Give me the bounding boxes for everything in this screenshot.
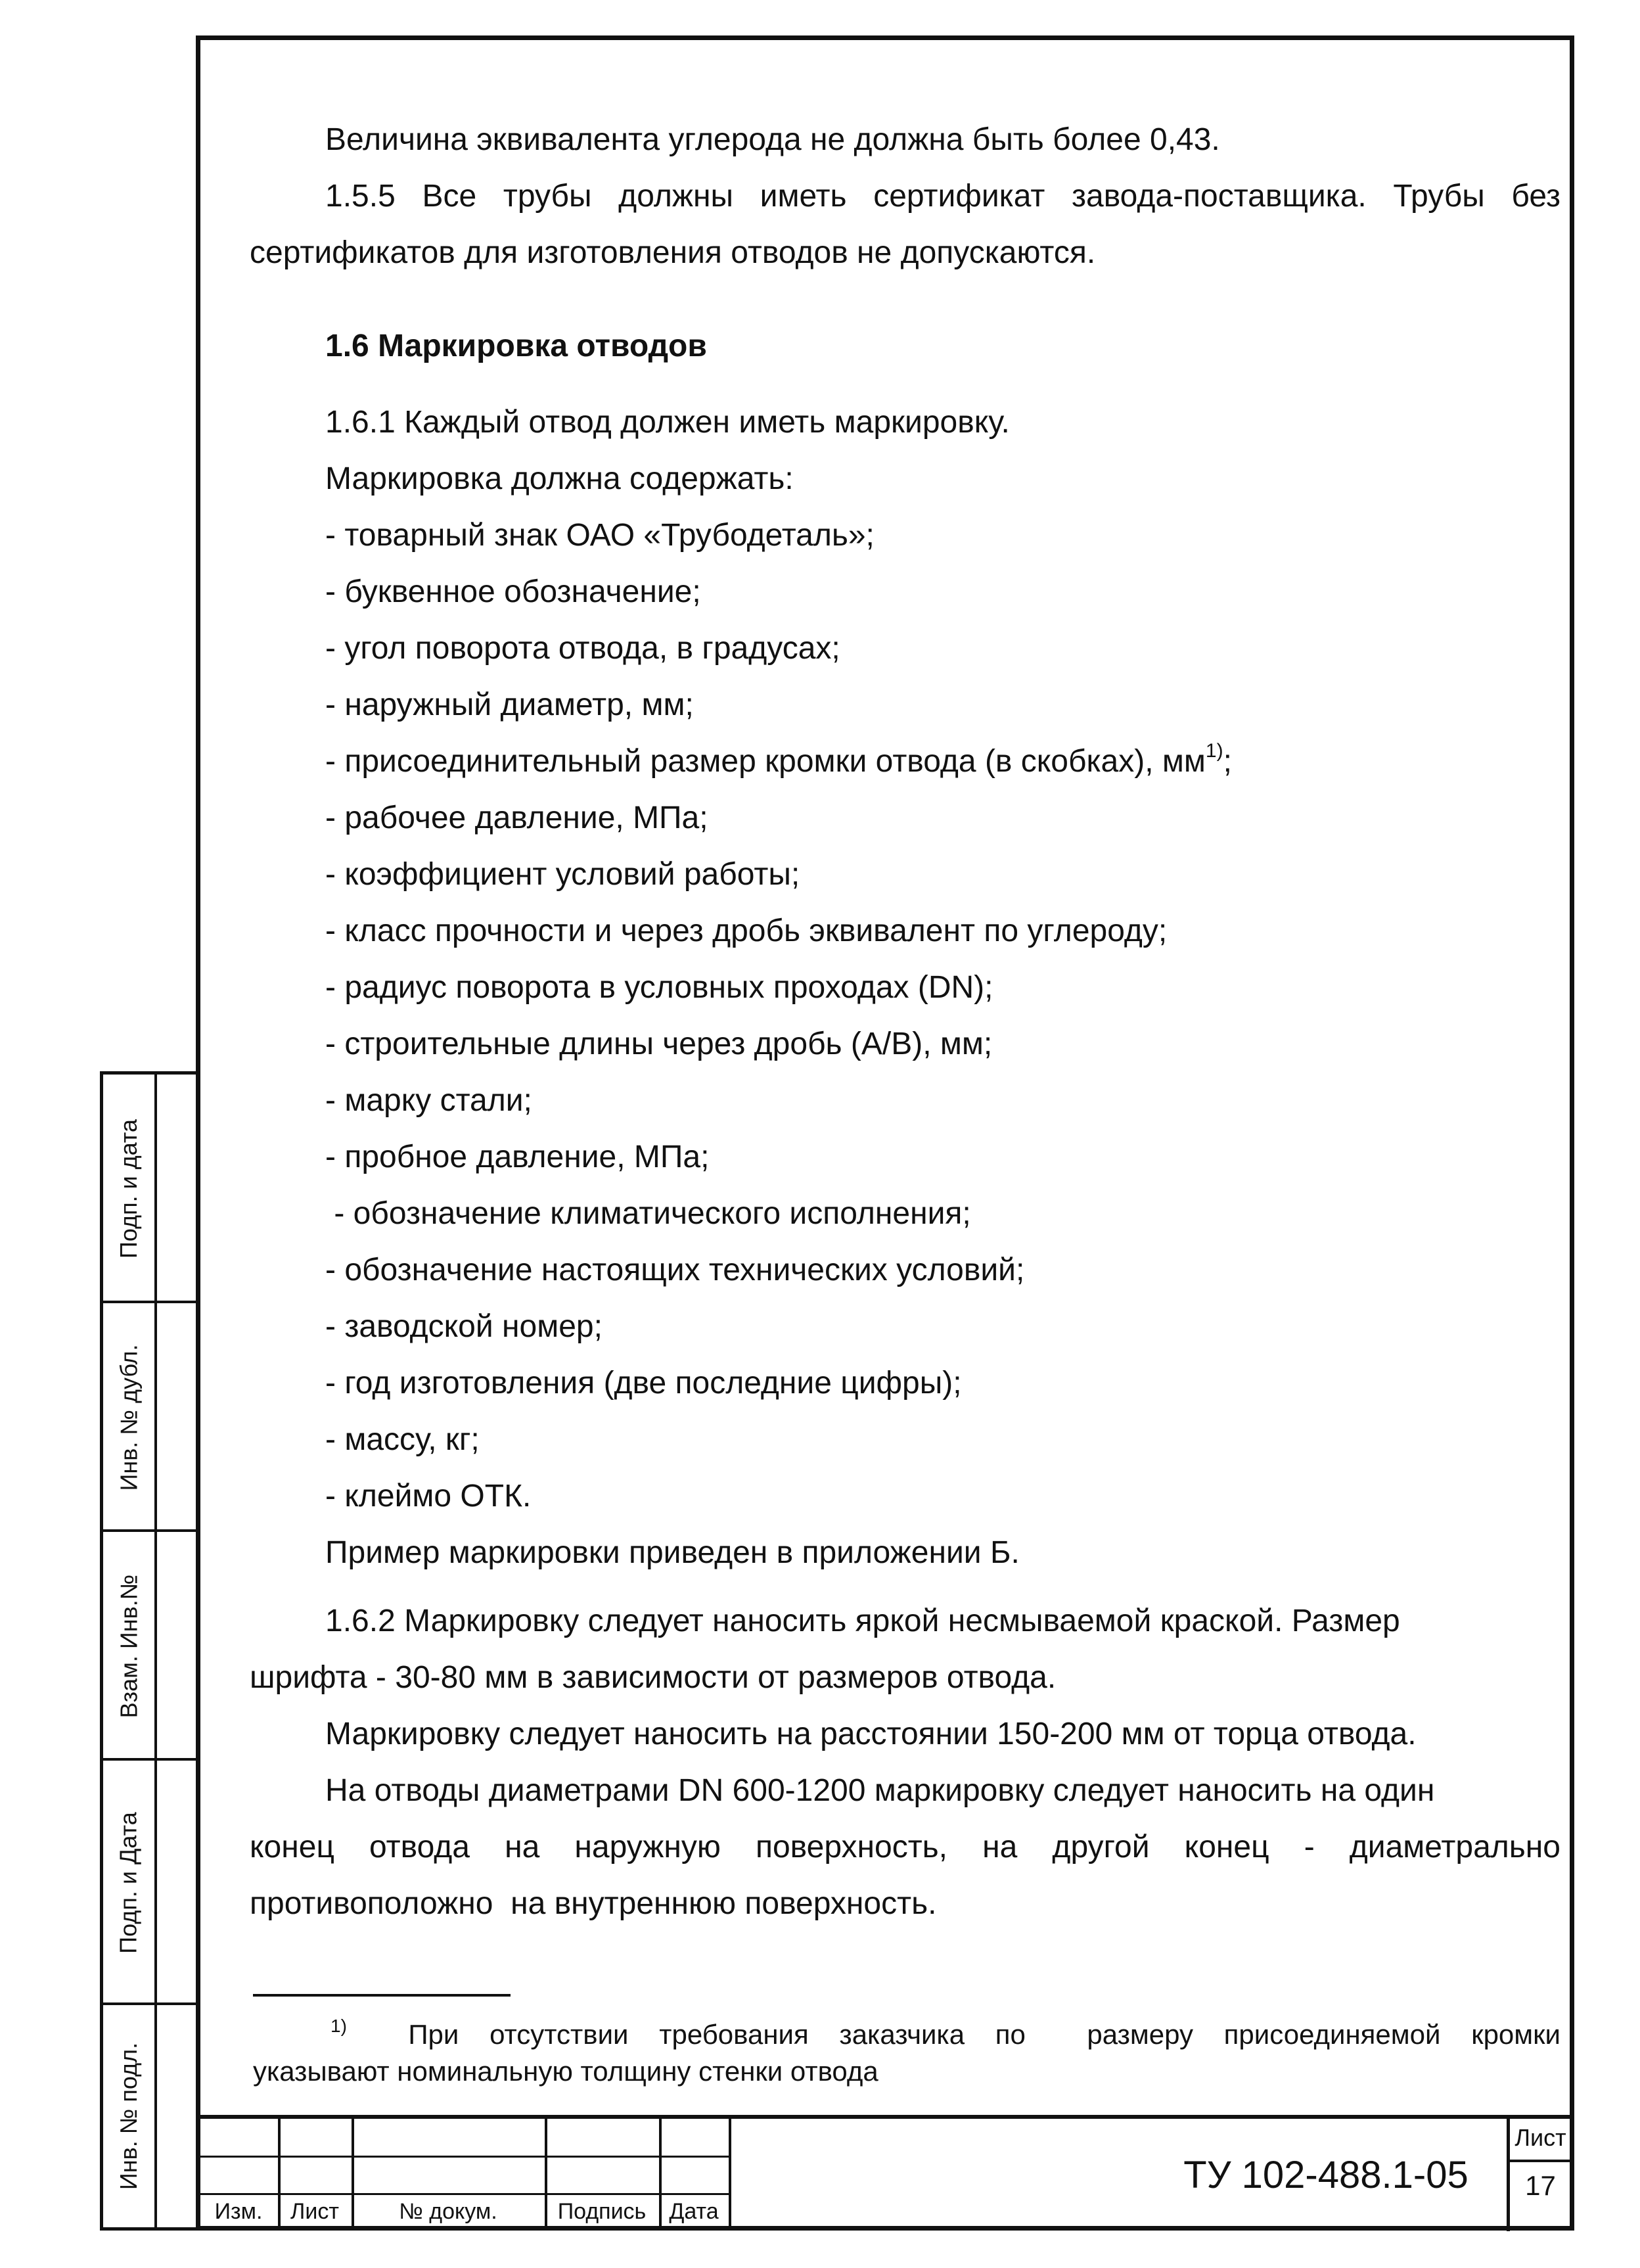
side-label-replace-inv: Взам. Инв.№ [115,1574,143,1719]
list-item: - буквенное обозначение; [325,574,701,609]
sheet-number: 17 [1525,2170,1556,2201]
list-item: - класс прочности и через дробь эквивалент по углероду; [325,914,1168,948]
sheet-box [1507,2119,1571,2231]
list-item: - обозначение климатического исполнения; [325,1196,971,1231]
footnote [253,2016,1560,2090]
list-item: - угол поворота отвода, в градусах; [325,631,840,666]
binding-column [100,1071,196,2231]
document-body [250,112,1560,1932]
sheet-label: Лист [1515,2124,1566,2151]
paragraph-dn-line1: На отводы диаметрами DN 600-1200 маркировку следует наносить на один [325,1773,1435,1808]
list-item: - заводской номер; [325,1309,603,1344]
list-item: - обозначение настоящих технических условий; [325,1253,1025,1287]
side-label-original-inv: Инв. № подл. [115,2042,142,2190]
document-code: ТУ 102-488.1-05 [1183,2154,1469,2196]
list-item: - товарный знак ОАО «Трубодеталь»; [325,518,875,553]
footnote-text-line1: При отсутствии требования заказчика по размеру присоединяемой кромки [408,2019,1560,2050]
list-item: - рабочее давление, МПа; [325,800,708,835]
header-change: Изм. [214,2199,263,2224]
paragraph-1-6-2-line2: шрифта - 30-80 мм в зависимости от размеров отвода. [250,1660,1057,1695]
title-block [199,2115,1571,2227]
paragraph-example-reference: Пример маркировки приведен в приложении Б. [325,1535,1020,1570]
footnote-mark: 1) [330,2016,347,2036]
section-heading: 1.6 Маркировка отводов [325,329,707,363]
footnote-line2: указывают номинальную толщину стенки отвода [253,2056,878,2087]
list-item: - массу, кг; [325,1422,480,1457]
paragraph-1-5-5-line2: сертификатов для изготовления отводов не допускаются. [250,235,1096,270]
paragraph-dn-line2: конец отвода на наружную поверхность, на другой конец - диаметрально [250,1830,1560,1864]
footnote-reference: 1) [1205,740,1223,762]
list-item-tail: ; [1223,744,1232,779]
side-label-duplicate-inv: Инв. № дубл. [115,1344,142,1491]
header-signature: Подпись [557,2199,647,2224]
list-item: - пробное давление, МПа; [325,1140,710,1174]
paragraph-carbon-equivalent: Величина эквивалента углерода не должна быть более 0,43. [325,122,1220,157]
paragraph-marking-distance: Маркировку следует наносить на расстоянии 150-200 мм от торца отвода. [325,1717,1417,1751]
list-item: - наружный диаметр, мм; [325,687,694,722]
list-item: - строительные длины через дробь (А/В), мм; [325,1027,993,1061]
side-label-signature-date-2: Подп. и Дата [115,1812,142,1954]
side-label-signature-date: Подп. и дата [115,1119,142,1259]
list-item-text: - присоединительный размер кромки отвода (в скобках), мм [325,744,1206,779]
footnote-line1 [253,2016,1560,2053]
paragraph-1-5-5-line1: 1.5.5 Все трубы должны иметь сертификат завода-поставщика. Трубы без [325,179,1560,214]
list-item: - радиус поворота в условных проходах (DN); [325,970,993,1005]
list-item: - коэффициент условий работы; [325,857,800,892]
list-item: - марку стали; [325,1083,532,1118]
paragraph-1-6-1: 1.6.1 Каждый отвод должен иметь маркировку. [325,405,1010,440]
paragraph-dn-line3: противоположно на внутреннюю поверхность. [250,1886,937,1921]
header-doc-number: № докум. [399,2199,497,2224]
footnote-separator [253,1994,511,1997]
list-item-with-footnote [250,733,1560,790]
list-item: - год изготовления (две последние цифры); [325,1366,962,1400]
paragraph-1-6-2-line1: 1.6.2 Маркировку следует наносить яркой несмываемой краской. Размер [325,1604,1400,1638]
list-item: - клеймо ОТК. [325,1479,532,1514]
marking-list [250,507,1560,1525]
header-sheet: Лист [290,2199,339,2224]
header-date: Дата [669,2199,719,2224]
paragraph-marking-contents: Маркировка должна содержать: [325,461,794,496]
